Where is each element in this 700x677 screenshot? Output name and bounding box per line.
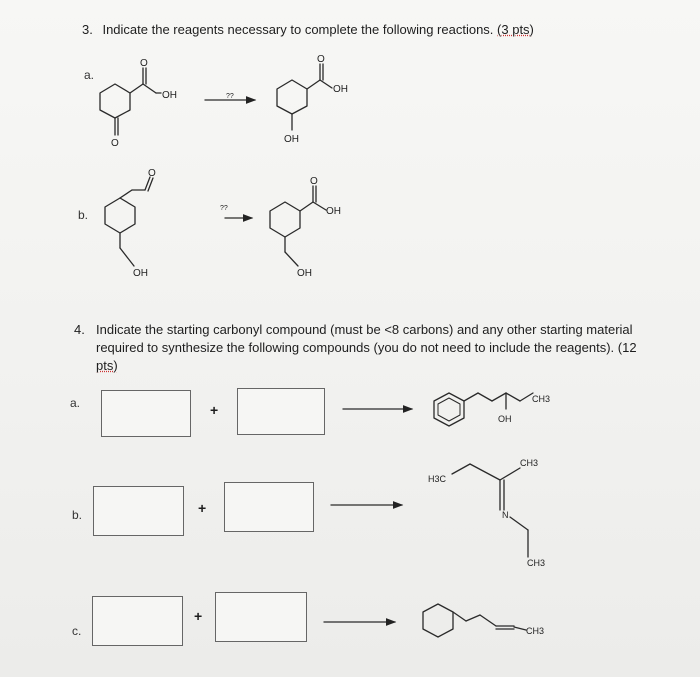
- q3-part-b-label: b.: [78, 208, 89, 222]
- q4c-product-structure: [423, 604, 526, 637]
- question-3-points: (3 pts): [497, 22, 534, 37]
- q4a-product-oh: OH: [498, 414, 512, 424]
- q3a-reactant-ketone-o: O: [111, 138, 119, 149]
- q4b-product-n: N: [502, 510, 509, 520]
- q3a-product-acid-o: O: [317, 54, 325, 65]
- q4-part-a-label: a.: [70, 396, 81, 410]
- q3b-product-acid-oh: OH: [326, 206, 341, 217]
- question-4-number: 4.: [74, 322, 85, 337]
- q3b-reactant-oh: OH: [133, 268, 148, 279]
- q3b-product-oh: OH: [297, 268, 312, 279]
- q4b-product-ch3-bottom: CH3: [527, 558, 546, 568]
- q4-part-c-label: c.: [72, 624, 82, 638]
- q4b-product-structure: [452, 464, 528, 557]
- q3b-arrow-label: ??: [220, 205, 228, 212]
- q4a-product-ch3: CH3: [532, 394, 551, 404]
- question-3-text: Indicate the reagents necessary to complete the following reactions.: [102, 22, 494, 37]
- q3b-reactant-structure: [105, 177, 153, 266]
- q3a-reactant-acid-o: O: [140, 58, 148, 69]
- q4b-product-ch3-top: CH3: [520, 458, 539, 468]
- q3b-product-structure: [270, 186, 326, 266]
- question-4-line-3: pts): [96, 358, 118, 373]
- q3a-arrow-label: ??: [226, 93, 234, 100]
- question-4-line-1: Indicate the starting carbonyl compound (must be <8 carbons) and any other starting material: [96, 322, 633, 337]
- q3a-reactant-oh: OH: [162, 90, 177, 101]
- q3-part-a-label: a.: [84, 68, 95, 82]
- question-3-number: 3.: [82, 22, 93, 37]
- q3a-reactant-structure: [100, 68, 161, 135]
- q4c-plus-sign: +: [194, 608, 203, 624]
- q4a-product-structure: [434, 393, 533, 426]
- q4b-product-h3c: H3C: [428, 474, 447, 484]
- q4a-plus-sign: +: [210, 402, 219, 418]
- q3a-product-structure: [277, 64, 332, 130]
- q4b-plus-sign: +: [198, 500, 207, 516]
- q4c-product-ch3: CH3: [526, 626, 545, 636]
- question-4-line-2: required to synthesize the following compounds (you do not need to include the reagents). (12: [96, 340, 637, 355]
- q4-part-b-label: b.: [72, 508, 83, 522]
- q3a-product-oh: OH: [333, 84, 348, 95]
- q3a-product-ring-oh: OH: [284, 134, 299, 145]
- q3b-product-acid-o: O: [310, 176, 318, 187]
- q3b-reactant-aldehyde-o: O: [148, 168, 156, 179]
